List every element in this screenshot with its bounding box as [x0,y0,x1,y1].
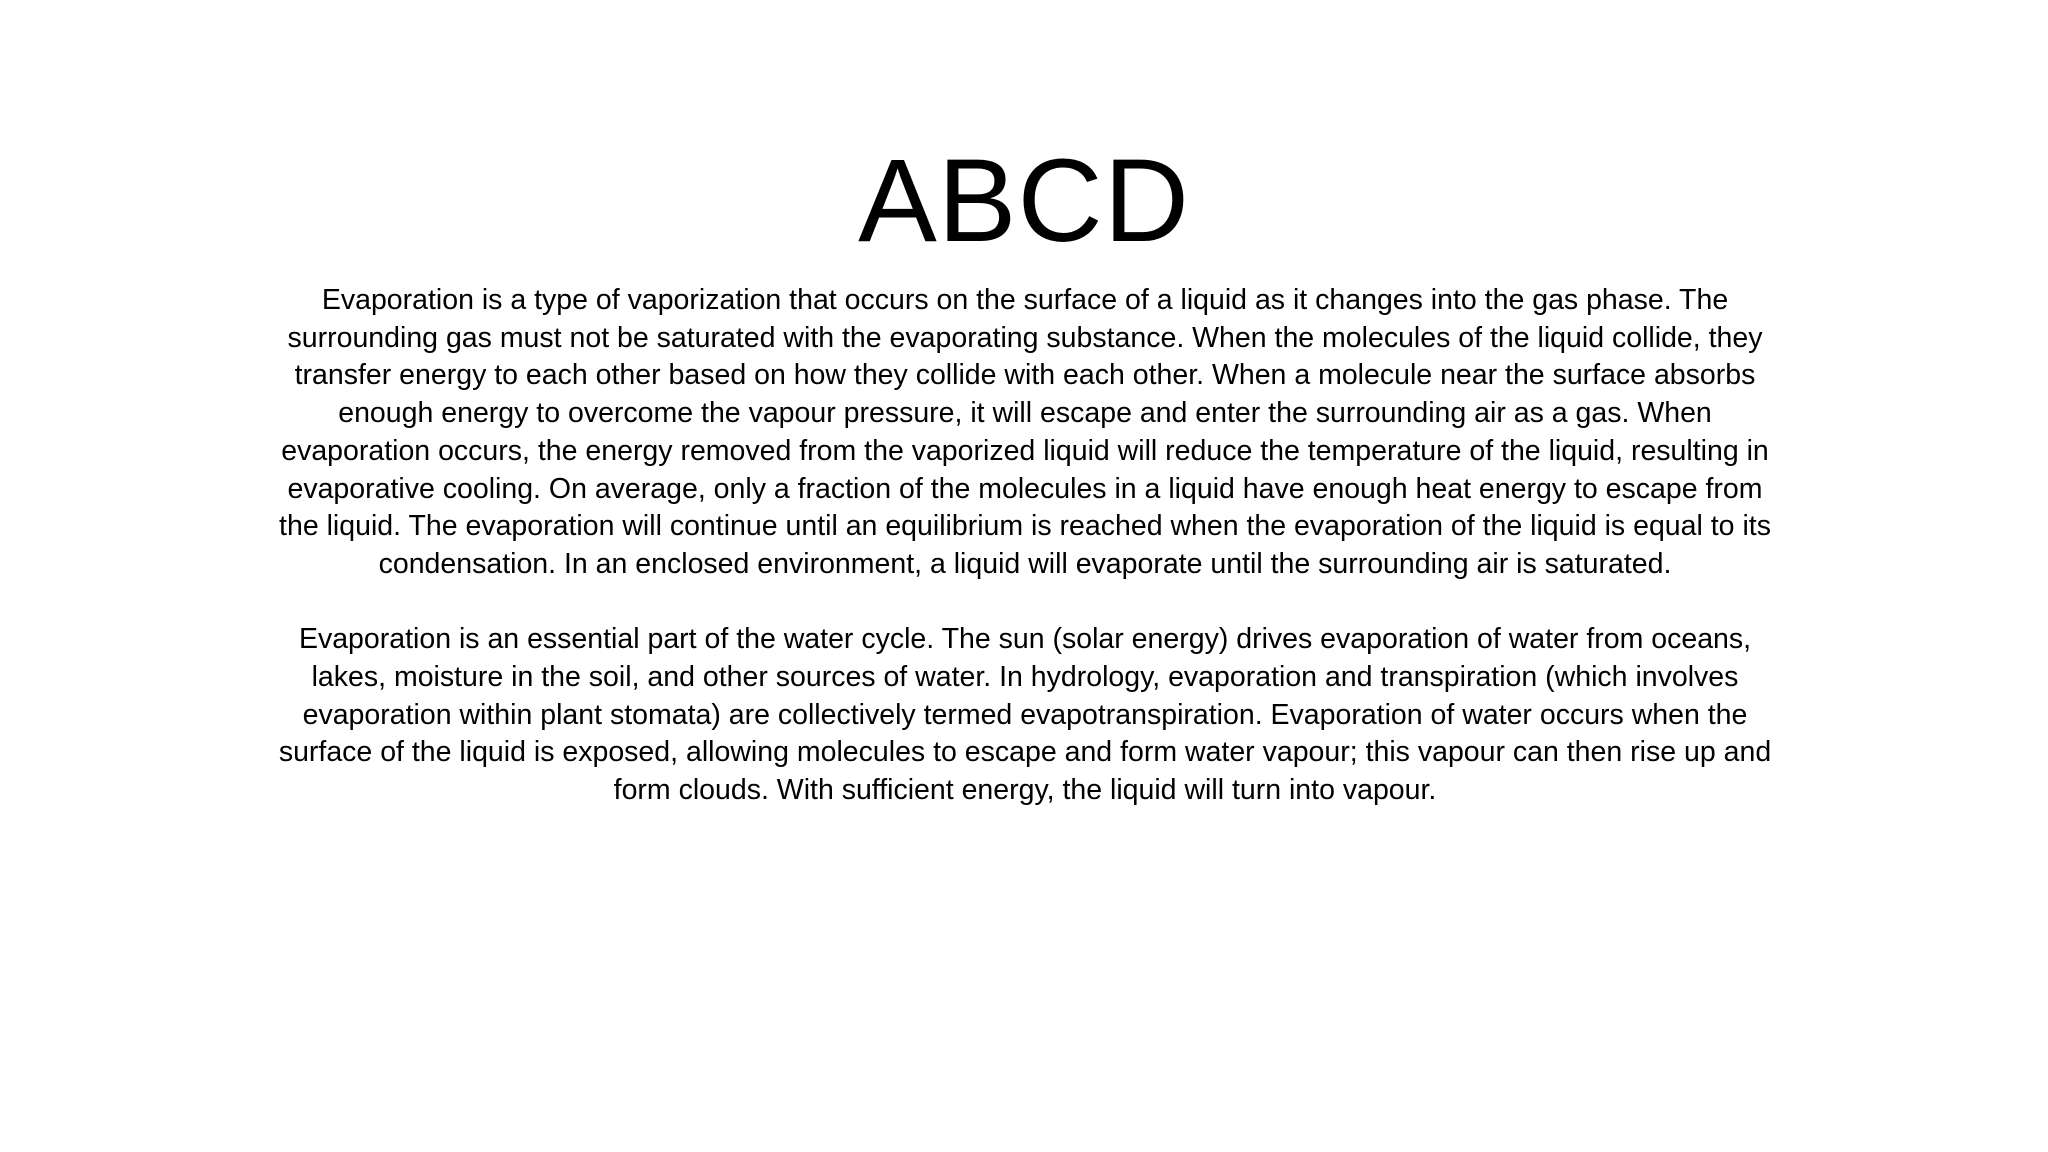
body-paragraph-2: Evaporation is an essential part of the water cycle. The sun (solar energy) drives evaporation of water from oceans, lakes, moisture in the soil, and other sources of water. In hydrology, evaporation and transpiration (which involves evaporation within plant stomata) are collectively termed evapotranspiration. Evaporation of water occurs when the surface of the liquid is exposed, allowing molecules to escape and form water vapour; this vapour can then rise up and form clouds. With sufficient energy, the liquid will turn into vapour. [278,623,1772,807]
slide-body [270,282,1780,810]
slide-title: ABCD [858,135,1190,267]
body-paragraph-1: Evaporation is a type of vaporization that occurs on the surface of a liquid as it changes into the gas phase. The surrounding gas must not be saturated with the evaporating substance. When the molecules of the liquid collide, they transfer energy to each other based on how they collide with each other. When a molecule near the surface absorbs enough energy to overcome the vapour pressure, it will escape and enter the surrounding air as a gas. When evaporation occurs, the energy removed from the vaporized liquid will reduce the temperature of the liquid, resulting in evaporative cooling. On average, only a fraction of the molecules in a liquid have enough heat energy to escape from the liquid. The evaporation will continue until an equilibrium is reached when the evaporation of the liquid is equal to its condensation. In an enclosed environment, a liquid will evaporate until the surrounding air is saturated. [279,284,1771,580]
